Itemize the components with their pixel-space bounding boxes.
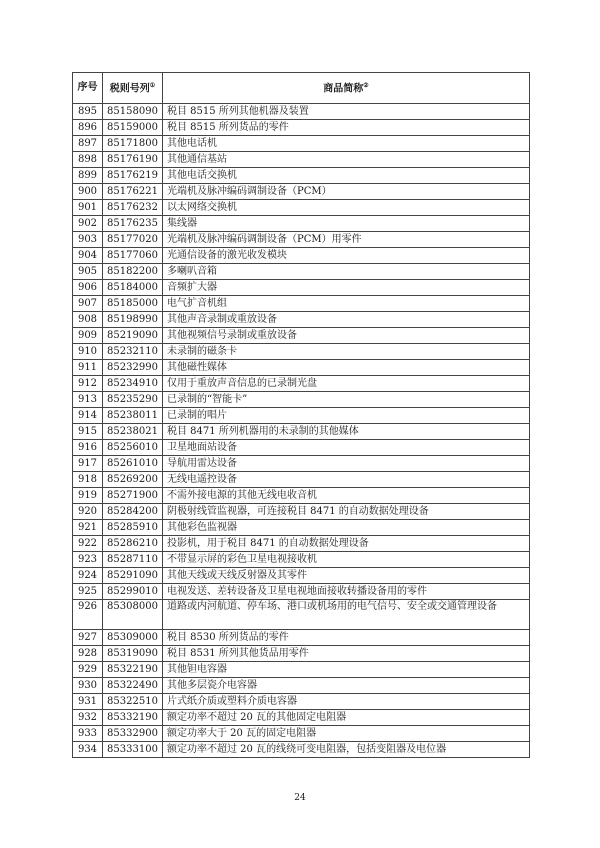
row-index: 933 [73, 726, 103, 742]
row-name: 集线器 [163, 216, 530, 232]
row-name: 其他彩色监视器 [163, 520, 530, 536]
row-code: 85176221 [103, 184, 163, 200]
row-code: 85309000 [103, 630, 163, 646]
row-code: 85299010 [103, 584, 163, 600]
row-name: 税目 8531 所列其他货品用零件 [163, 646, 530, 662]
footnote-marker: ① [149, 82, 156, 90]
row-name: 以太网络交换机 [163, 200, 530, 216]
row-code: 85158090 [103, 104, 163, 120]
row-index: 928 [73, 646, 103, 662]
table-row [73, 600, 530, 630]
table-row [73, 742, 530, 758]
row-name: 税目 8471 所列机器用的未录制的其他媒体 [163, 424, 530, 440]
row-code: 85176232 [103, 200, 163, 216]
row-name: 已录制的“智能卡” [163, 392, 530, 408]
table-row [73, 504, 530, 520]
row-index: 923 [73, 552, 103, 568]
row-index: 908 [73, 312, 103, 328]
row-name: 其他天线或天线反射器及其零件 [163, 568, 530, 584]
row-code: 85287110 [103, 552, 163, 568]
row-index: 917 [73, 456, 103, 472]
table-row [73, 280, 530, 296]
row-name: 电气扩音机组 [163, 296, 530, 312]
row-name: 不需外接电源的其他无线电收音机 [163, 488, 530, 504]
row-code: 85171800 [103, 136, 163, 152]
table-row [73, 678, 530, 694]
row-code: 85322190 [103, 662, 163, 678]
row-name: 导航用雷达设备 [163, 456, 530, 472]
table-row [73, 200, 530, 216]
row-name: 额定功率不超过 20 瓦的其他固定电阻器 [163, 710, 530, 726]
row-index: 932 [73, 710, 103, 726]
table-row [73, 646, 530, 662]
row-code: 85256010 [103, 440, 163, 456]
row-name: 税目 8515 所列其他机器及装置 [163, 104, 530, 120]
row-code: 85291090 [103, 568, 163, 584]
table-row [73, 488, 530, 504]
row-code: 85159000 [103, 120, 163, 136]
table-row [73, 104, 530, 120]
row-name: 投影机，用于税目 8471 的自动数据处理设备 [163, 536, 530, 552]
row-code: 85332190 [103, 710, 163, 726]
row-code: 85284200 [103, 504, 163, 520]
row-index: 899 [73, 168, 103, 184]
row-index: 920 [73, 504, 103, 520]
row-index: 907 [73, 296, 103, 312]
table-row [73, 456, 530, 472]
row-index: 904 [73, 248, 103, 264]
header-code: 税则号列① [103, 73, 163, 104]
row-code: 85269200 [103, 472, 163, 488]
table-row [73, 536, 530, 552]
row-code: 85333100 [103, 742, 163, 758]
table-row [73, 184, 530, 200]
row-code: 85308000 [103, 600, 163, 630]
row-code: 85182200 [103, 264, 163, 280]
table-row [73, 710, 530, 726]
footnote-marker: ② [363, 82, 369, 90]
row-index: 934 [73, 742, 103, 758]
table-header-row [73, 73, 530, 104]
table-row [73, 360, 530, 376]
table-row [73, 312, 530, 328]
row-index: 926 [73, 600, 103, 630]
page-number: 24 [294, 793, 306, 803]
row-code: 85319090 [103, 646, 163, 662]
row-code: 85235290 [103, 392, 163, 408]
row-code: 85322490 [103, 678, 163, 694]
table-row [73, 584, 530, 600]
table-row [73, 408, 530, 424]
row-index: 903 [73, 232, 103, 248]
row-name: 光端机及脉冲编码调制设备（PCM） [163, 184, 530, 200]
row-name: 其他电话交换机 [163, 168, 530, 184]
row-name: 其他声音录制或重放设备 [163, 312, 530, 328]
row-index: 925 [73, 584, 103, 600]
row-name: 税目 8515 所列货品的零件 [163, 120, 530, 136]
table-row [73, 216, 530, 232]
table-row [73, 520, 530, 536]
row-name: 仅用于重放声音信息的已录制光盘 [163, 376, 530, 392]
row-code: 85261010 [103, 456, 163, 472]
row-index: 900 [73, 184, 103, 200]
row-index: 927 [73, 630, 103, 646]
row-index: 929 [73, 662, 103, 678]
row-name: 片式纸介质或塑料介质电容器 [163, 694, 530, 710]
row-index: 898 [73, 152, 103, 168]
row-index: 930 [73, 678, 103, 694]
table-row [73, 630, 530, 646]
row-name: 道路或内河航道、停车场、港口或机场用的电气信号、安全或交通管理设备 [163, 600, 530, 630]
row-name: 其他电话机 [163, 136, 530, 152]
row-code: 85185000 [103, 296, 163, 312]
row-name: 其他钽电容器 [163, 662, 530, 678]
row-name: 其他通信基站 [163, 152, 530, 168]
table-row [73, 168, 530, 184]
row-index: 901 [73, 200, 103, 216]
row-index: 931 [73, 694, 103, 710]
table-row [73, 232, 530, 248]
row-index: 914 [73, 408, 103, 424]
row-code: 85232990 [103, 360, 163, 376]
row-name: 阴极射线管监视器，可连接税目 8471 的自动数据处理设备 [163, 504, 530, 520]
row-name: 其他视频信号录制或重放设备 [163, 328, 530, 344]
table-row [73, 568, 530, 584]
table-row [73, 296, 530, 312]
table-row [73, 552, 530, 568]
row-index: 919 [73, 488, 103, 504]
row-index: 906 [73, 280, 103, 296]
row-code: 85238011 [103, 408, 163, 424]
row-code: 85238021 [103, 424, 163, 440]
row-index: 916 [73, 440, 103, 456]
table-row [73, 472, 530, 488]
row-index: 912 [73, 376, 103, 392]
row-code: 85176190 [103, 152, 163, 168]
table-row [73, 136, 530, 152]
tariff-table [72, 72, 530, 758]
table-row [73, 344, 530, 360]
row-name: 不带显示屏的彩色卫星电视接收机 [163, 552, 530, 568]
table-row [73, 328, 530, 344]
row-code: 85232110 [103, 344, 163, 360]
row-name: 额定功率大于 20 瓦的固定电阻器 [163, 726, 530, 742]
row-index: 918 [73, 472, 103, 488]
row-index: 905 [73, 264, 103, 280]
row-code: 85332900 [103, 726, 163, 742]
row-index: 902 [73, 216, 103, 232]
row-code: 85286210 [103, 536, 163, 552]
row-index: 922 [73, 536, 103, 552]
row-code: 85219090 [103, 328, 163, 344]
row-code: 85176235 [103, 216, 163, 232]
table-row [73, 662, 530, 678]
row-name: 光端机及脉冲编码调制设备（PCM）用零件 [163, 232, 530, 248]
header-name: 商品简称② [163, 73, 530, 104]
table-row [73, 248, 530, 264]
table-row [73, 152, 530, 168]
table-row [73, 392, 530, 408]
row-index: 896 [73, 120, 103, 136]
row-name: 已录制的唱片 [163, 408, 530, 424]
row-index: 911 [73, 360, 103, 376]
row-name: 其他多层瓷介电容器 [163, 678, 530, 694]
table-row [73, 694, 530, 710]
row-name: 多喇叭音箱 [163, 264, 530, 280]
row-code: 85176219 [103, 168, 163, 184]
row-name: 其他磁性媒体 [163, 360, 530, 376]
row-name: 税目 8530 所列货品的零件 [163, 630, 530, 646]
table-row [73, 264, 530, 280]
row-index: 913 [73, 392, 103, 408]
row-name: 电视发送、差转设备及卫星电视地面接收转播设备用的零件 [163, 584, 530, 600]
row-code: 85198990 [103, 312, 163, 328]
row-index: 895 [73, 104, 103, 120]
row-index: 915 [73, 424, 103, 440]
row-index: 897 [73, 136, 103, 152]
row-index: 924 [73, 568, 103, 584]
table-row [73, 376, 530, 392]
row-code: 85322510 [103, 694, 163, 710]
row-name: 光通信设备的激光收发模块 [163, 248, 530, 264]
row-index: 921 [73, 520, 103, 536]
table-row [73, 726, 530, 742]
row-code: 85177020 [103, 232, 163, 248]
row-code: 85271900 [103, 488, 163, 504]
row-code: 85184000 [103, 280, 163, 296]
row-name: 额定功率不超过 20 瓦的线绕可变电阻器，包括变阻器及电位器 [163, 742, 530, 758]
row-name: 卫星地面站设备 [163, 440, 530, 456]
row-index: 910 [73, 344, 103, 360]
row-code: 85177060 [103, 248, 163, 264]
table-row [73, 120, 530, 136]
table-row [73, 440, 530, 456]
header-index: 序号 [73, 73, 103, 104]
table-row [73, 424, 530, 440]
row-index: 909 [73, 328, 103, 344]
row-name: 音频扩大器 [163, 280, 530, 296]
row-code: 85234910 [103, 376, 163, 392]
row-code: 85285910 [103, 520, 163, 536]
row-name: 未录制的磁条卡 [163, 344, 530, 360]
row-name: 无线电遥控设备 [163, 472, 530, 488]
